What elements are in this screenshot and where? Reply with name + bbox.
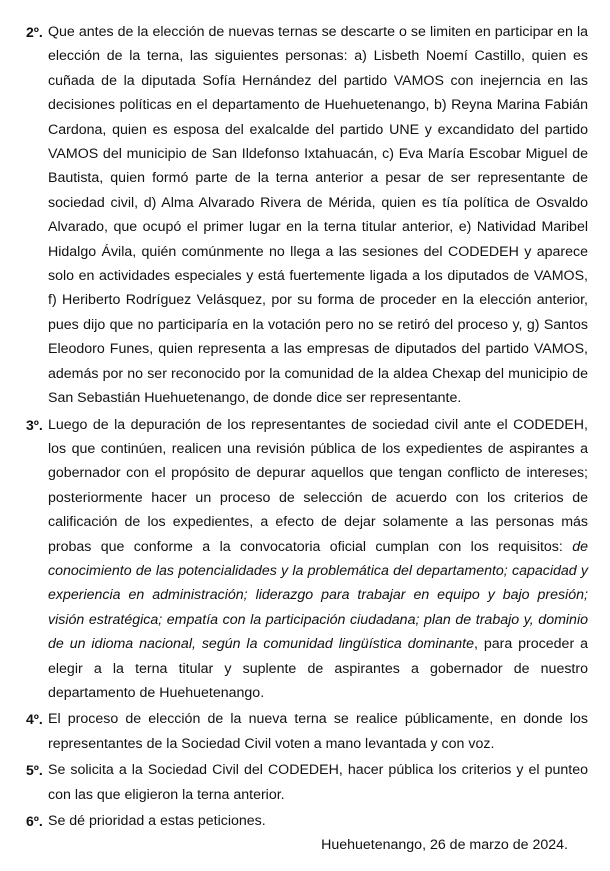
petition-item-3 [26,413,588,706]
item-number: 5º. [26,762,43,779]
item-number: 3º. [26,416,43,433]
item-number: 2º. [26,24,43,40]
petition-item-5 [26,758,588,807]
petition-item-2 [26,20,588,411]
requirements-italic: de conocimiento de las potencialidades y la problemática del departamento; capacidad y experiencia en administración; liderazgo para trabajar en equipo y bajo presión; visión estratégica; empatía con la participación ciudadana; plan de trabajo y, dominio de un idioma nacional, según la comunidad lingüística dominante [48,538,588,653]
item-number: 6º. [26,813,43,829]
item-text: El proceso de elección de la nueva terna se realice públicamente, en donde los representantes de la Sociedad Civil voten a mano levantada y con voz. [48,711,588,752]
petition-item-4 [26,707,588,756]
item-text-intro: Luego de la depuración de los representantes de sociedad civil ante el CODEDEH, los que continúen, realicen una revisión pública de los expedientes de aspirantes a gobernador con el propósito de depurar aquellos que tengan conflicto de intereses; posteriormente hacer un proceso de selección de acuerdo con los criterios de calificación de los expedientes, a efecto de dejar solamente a las personas más probas que conforme a la convocatoria oficial cumplan con los requisitos: [48,416,588,555]
place-date: Huehuetenango, 26 de marzo de 2024. [321,837,568,853]
item-text-conclusion: , para proceder a elegir a la terna titular y suplente de aspirantes a gobernador de nuestro departamento de Huehuetenango. [48,636,588,701]
item-text: Que antes de la elección de nuevas ternas se descarte o se limiten en participar en la elección de la terna, las siguientes personas: a) Lisbeth Noemí Castillo, quien es cuñada de la diputada Sofía Hernández del partido VAMOS con inejerncia en las decisiones políticas en el departamento de Huehuetenango, b) Reyna Marina Fabián Cardona, quien es esposa del exalcalde del partido UNE y excandidato del partido VAMOS del municipio de San Ildefonso Ixtahuacán, c) Eva María Escobar Miguel de Bautista, quien formó parte de la terna anterior a pesar de ser representante de sociedad civil, d) Alma Alvarado Rivera de Mérida, quien es tía política de Osvaldo Alvarado, que ocupó el primer lugar en la terna titular anterior, e) Natividad Maribel Hidalgo Ávila, quién comúnmente no llega a las sesiones del CODEDEH y aparece solo en actividades especiales y está fuertemente ligada a los diputados de VAMOS, f) Heriberto Rodríguez Velásquez, por su forma de proceder en la elección anterior, pues dijo que no participaría en la votación pero no se retiró del proceso y, g) Santos Eleodoro Funes, quien representa a las empresas de diputados del partido VAMOS, además por no ser reconocido por la comunidad de la aldea Chexap del municipio de San Sebastián Huehuetenango, de donde dice ser representante. [48,24,588,407]
item-text: Se solicita a la Sociedad Civil del CODEDEH, hacer pública los criterios y el punteo con las que eligieron la terna anterior. [48,762,588,803]
item-number: 4º. [26,711,43,728]
item-text: Se dé prioridad a estas peticiones. [48,813,266,829]
petition-item-6 [26,809,588,833]
item-text [48,413,588,706]
